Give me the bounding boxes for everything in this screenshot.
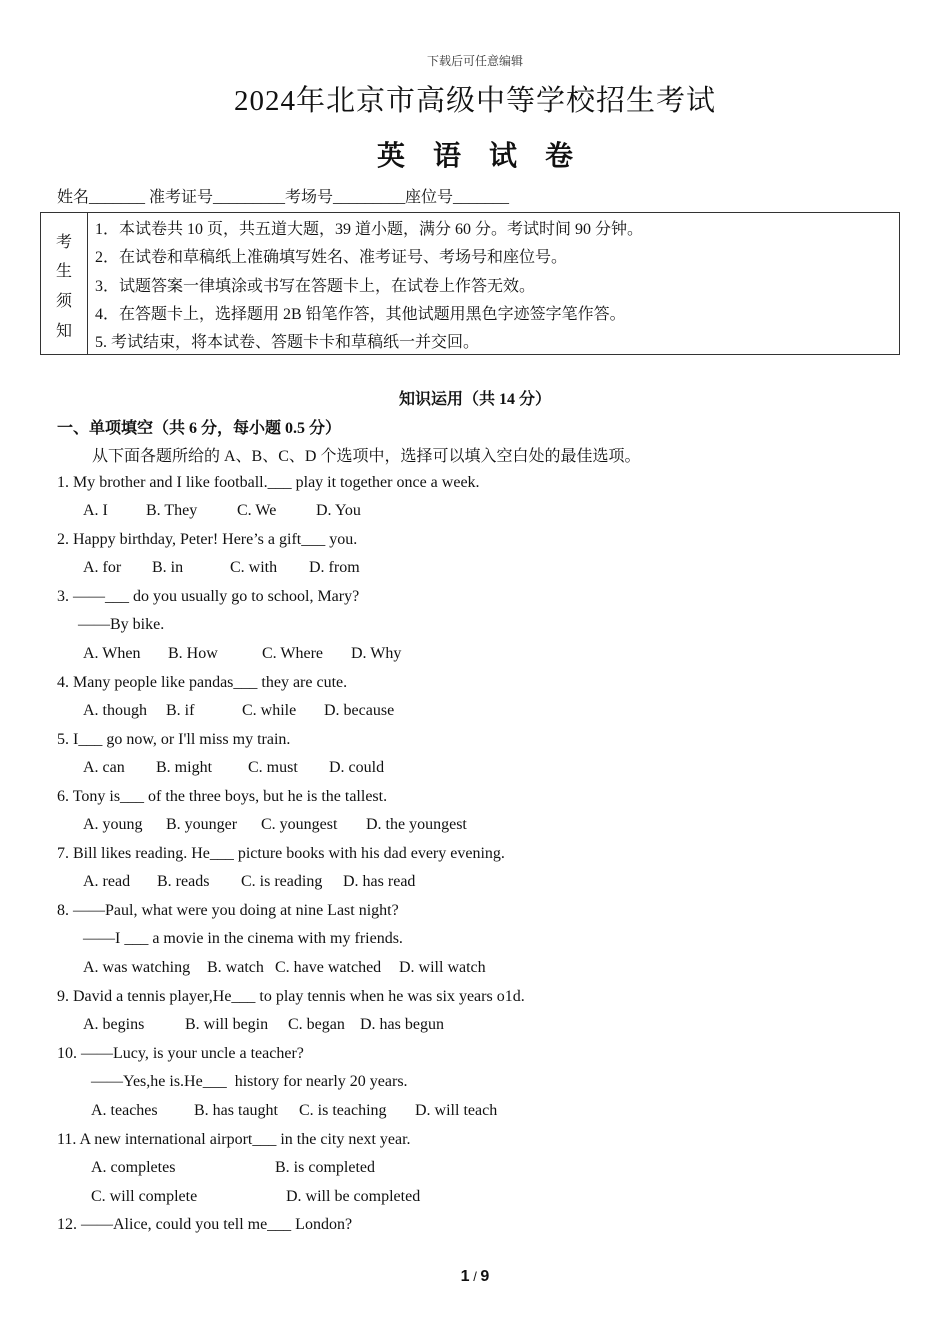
instruction: 从下面各题所给的 A、B、C、D 个选项中，选择可以填入空白处的最佳选项。 xyxy=(92,448,641,465)
question-reply: ——I ___ a movie in the cinema with my friends. xyxy=(83,930,403,947)
notice-item: 5. 考试结束，将本试卷、答题卡卡和草稿纸一并交回。 xyxy=(95,334,480,351)
option: D. will watch xyxy=(399,959,486,976)
exam-notice-box xyxy=(40,212,900,355)
notice-item: 1．本试卷共 10 页，共五道大题，39 道小题，满分 60 分。考试时间 90 分钟。 xyxy=(95,221,644,238)
option: B. reads xyxy=(157,873,210,890)
option: B. younger xyxy=(166,816,238,833)
option: D. has begun xyxy=(360,1016,444,1033)
option: C. began xyxy=(288,1016,345,1033)
option: D. because xyxy=(324,702,395,719)
option: A. was watching xyxy=(83,959,191,976)
option: A. can xyxy=(83,759,125,776)
question-stem: 9. David a tennis player,He___ to play tennis when he was six years o1d. xyxy=(57,988,525,1005)
download-note: 下载后可任意编辑 xyxy=(426,54,523,68)
option: C. while xyxy=(242,702,297,719)
question-stem: 7. Bill likes reading. He___ picture books with his dad every evening. xyxy=(57,845,505,862)
question-stem: 8. ——Paul, what were you doing at nine Last night? xyxy=(57,902,399,919)
option: C. must xyxy=(248,759,298,776)
exam-room-field: 考场号_________ xyxy=(285,189,406,206)
option: A. though xyxy=(83,702,147,719)
exam-subtitle: 英语试卷 xyxy=(376,141,601,172)
option: B. might xyxy=(156,759,213,776)
option: C. have watched xyxy=(275,959,382,976)
option: C. youngest xyxy=(261,816,338,833)
option: B. They xyxy=(146,502,198,519)
option: D. could xyxy=(329,759,385,776)
option: B. will begin xyxy=(185,1016,269,1033)
option: D. will be completed xyxy=(286,1188,421,1205)
notice-label xyxy=(41,213,88,354)
option: A. When xyxy=(83,645,141,662)
option: A. teaches xyxy=(91,1102,158,1119)
option: A. begins xyxy=(83,1016,145,1033)
notice-item: 3．试题答案一律填涂或书写在答题卡上，在试卷上作答无效。 xyxy=(95,278,536,295)
question-reply: ——By bike. xyxy=(78,616,165,633)
page-current: 1 xyxy=(460,1268,470,1285)
option: C. with xyxy=(230,559,278,576)
exam-title: 2024年北京市高级中等学校招生考试 xyxy=(233,85,716,117)
option: C. is reading xyxy=(241,873,323,890)
option: B. in xyxy=(152,559,184,576)
admission-number-field: 准考证号_________ xyxy=(149,189,286,206)
option: C. We xyxy=(237,502,277,519)
option: B. is completed xyxy=(275,1159,375,1176)
part-title: 一、单项填空（共 6 分，每小题 0.5 分） xyxy=(57,420,342,437)
option: C. will complete xyxy=(91,1188,198,1205)
option: D. has read xyxy=(343,873,416,890)
question-stem: 12. ——Alice, could you tell me___ London? xyxy=(57,1216,353,1233)
option: D. You xyxy=(316,502,361,519)
option: C. Where xyxy=(262,645,324,662)
question-stem: 2. Happy birthday, Peter! Here’s a gift___ you. xyxy=(57,531,358,548)
option: C. is teaching xyxy=(299,1102,387,1119)
candidate-info-line xyxy=(57,184,509,207)
question-reply: ——Yes,he is.He___ history for nearly 20 years. xyxy=(91,1073,408,1090)
section-title: 知识运用（共 14 分） xyxy=(398,391,551,408)
page-total: 9 xyxy=(480,1268,490,1285)
notice-label-char: 须 xyxy=(55,293,72,310)
option: A. read xyxy=(83,873,131,890)
question-stem: 6. Tony is___ of the three boys, but he is the tallest. xyxy=(57,788,388,805)
notice-label-char: 生 xyxy=(55,263,72,280)
option: D. from xyxy=(309,559,360,576)
notice-item: 2．在试卷和草稿纸上准确填写姓名、准考证号、考场号和座位号。 xyxy=(95,249,568,266)
seat-number-field: 座位号_______ xyxy=(405,189,510,206)
option: A. completes xyxy=(91,1159,176,1176)
option: B. if xyxy=(166,702,195,719)
option: D. will teach xyxy=(415,1102,498,1119)
option: D. Why xyxy=(351,645,402,662)
notice-item: 4．在答题卡上，选择题用 2B 铅笔作答，其他试题用黑色字迹签字笔作答。 xyxy=(95,306,626,323)
option: B. How xyxy=(168,645,218,662)
option: D. the youngest xyxy=(366,816,467,833)
option: B. has taught xyxy=(194,1102,278,1119)
page-number xyxy=(0,1268,950,1286)
question-stem: 1. My brother and I like football.___ play it together once a week. xyxy=(57,474,480,491)
question-stem: 4. Many people like pandas___ they are cute. xyxy=(57,674,348,691)
option: A. I xyxy=(83,502,108,519)
page-separator: / xyxy=(469,1269,481,1284)
question-stem: 3. ——___ do you usually go to school, Mary? xyxy=(57,588,360,605)
name-field: 姓名_______ xyxy=(57,189,146,206)
notice-label-char: 知 xyxy=(55,323,72,340)
option: B. watch xyxy=(207,959,264,976)
option: A. for xyxy=(83,559,122,576)
question-stem: 10. ——Lucy, is your uncle a teacher? xyxy=(57,1045,304,1062)
question-stem: 5. I___ go now, or I'll miss my train. xyxy=(57,731,291,748)
notice-label-char: 考 xyxy=(55,234,72,251)
option: A. young xyxy=(83,816,143,833)
question-stem: 11. A new international airport___ in the city next year. xyxy=(57,1131,411,1148)
